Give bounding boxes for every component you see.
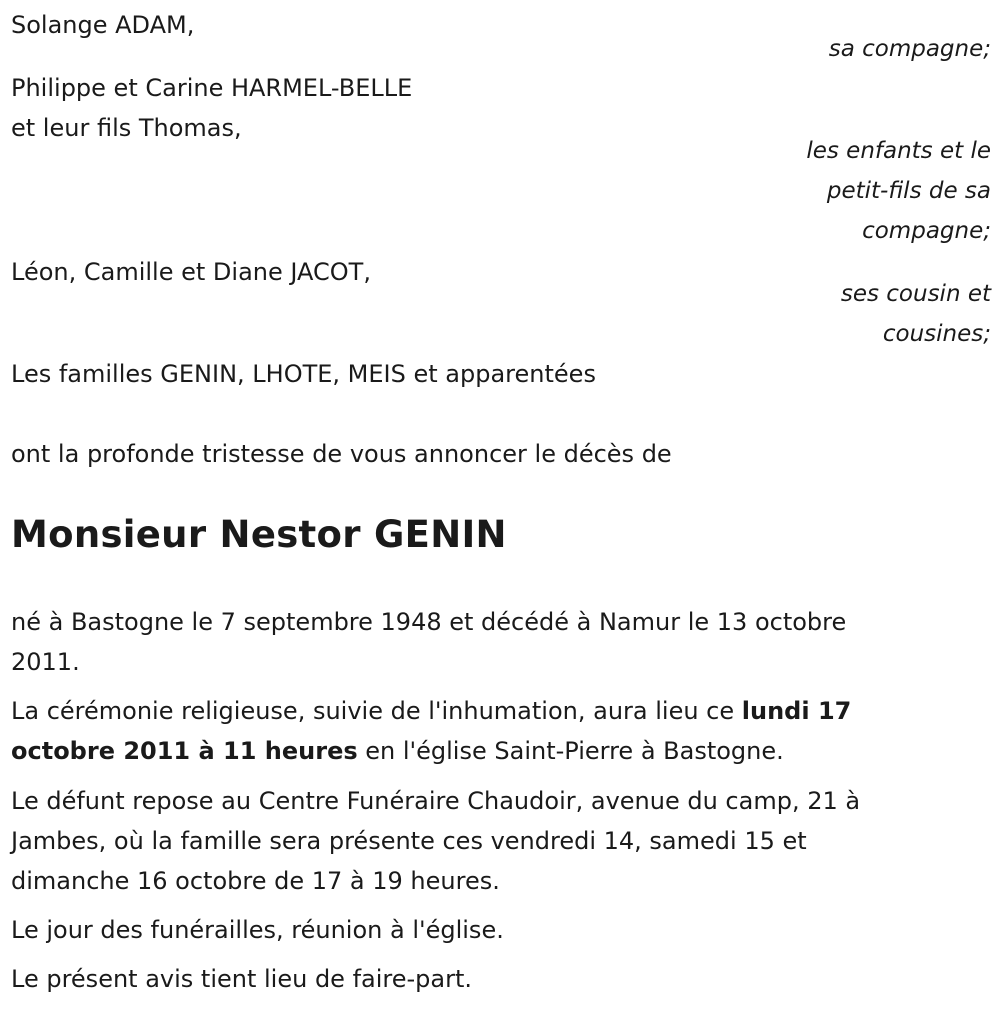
ceremony-location: en l'église Saint-Pierre à Bastogne. bbox=[357, 737, 784, 765]
birth-death-paragraph bbox=[11, 602, 991, 682]
ceremony-line-1 bbox=[11, 691, 991, 731]
family-role: cousines; bbox=[882, 321, 991, 347]
family-role: ses cousin et bbox=[840, 281, 991, 307]
obituary-document bbox=[11, 0, 991, 1015]
rest-line-3: dimanche 16 octobre de 17 à 19 heures. bbox=[11, 867, 500, 895]
announcement-text: ont la profonde tristesse de vous annoncer le décès de bbox=[11, 440, 672, 468]
funeral-day-text: Le jour des funérailles, réunion à l'église. bbox=[11, 916, 504, 944]
family-name: Solange ADAM, bbox=[11, 11, 195, 39]
role-solange bbox=[11, 29, 991, 69]
family-name: Philippe et Carine HARMEL-BELLE bbox=[11, 74, 413, 102]
role-jacot bbox=[11, 274, 991, 354]
rest-line-2: Jambes, où la famille sera présente ces vendredi 14, samedi 15 et bbox=[11, 827, 807, 855]
family-role: compagne; bbox=[862, 218, 991, 244]
family-name: Les familles GENIN, LHOTE, MEIS et apparentées bbox=[11, 360, 596, 388]
ceremony-text: La cérémonie religieuse, suivie de l'inhumation, aura lieu ce bbox=[11, 697, 742, 725]
family-name: et leur fils Thomas, bbox=[11, 114, 242, 142]
announcement bbox=[11, 434, 991, 474]
notice-paragraph bbox=[11, 959, 991, 999]
family-genin-lhote-meis bbox=[11, 354, 991, 394]
ceremony-paragraph bbox=[11, 691, 991, 771]
deceased-name-block bbox=[11, 513, 991, 557]
deceased-name: Monsieur Nestor GENIN bbox=[11, 513, 507, 556]
ceremony-line-2 bbox=[11, 731, 991, 771]
family-role: petit-fils de sa bbox=[826, 178, 991, 204]
role-harmel-belle bbox=[11, 131, 991, 251]
birth-line-2: 2011. bbox=[11, 648, 80, 676]
ceremony-date: lundi 17 bbox=[741, 697, 852, 725]
notice-text: Le présent avis tient lieu de faire-part. bbox=[11, 965, 473, 993]
birth-line-1: né à Bastogne le 7 septembre 1948 et décédé à Namur le 13 octobre bbox=[11, 608, 847, 636]
family-role: sa compagne; bbox=[828, 36, 991, 62]
rest-paragraph bbox=[11, 781, 991, 901]
funeral-day-paragraph bbox=[11, 910, 991, 950]
family-role: les enfants et le bbox=[806, 138, 991, 164]
family-name: Léon, Camille et Diane JACOT, bbox=[11, 258, 371, 286]
rest-line-1: Le défunt repose au Centre Funéraire Chaudoir, avenue du camp, 21 à bbox=[11, 787, 861, 815]
ceremony-date-time: octobre 2011 à 11 heures bbox=[11, 737, 358, 765]
